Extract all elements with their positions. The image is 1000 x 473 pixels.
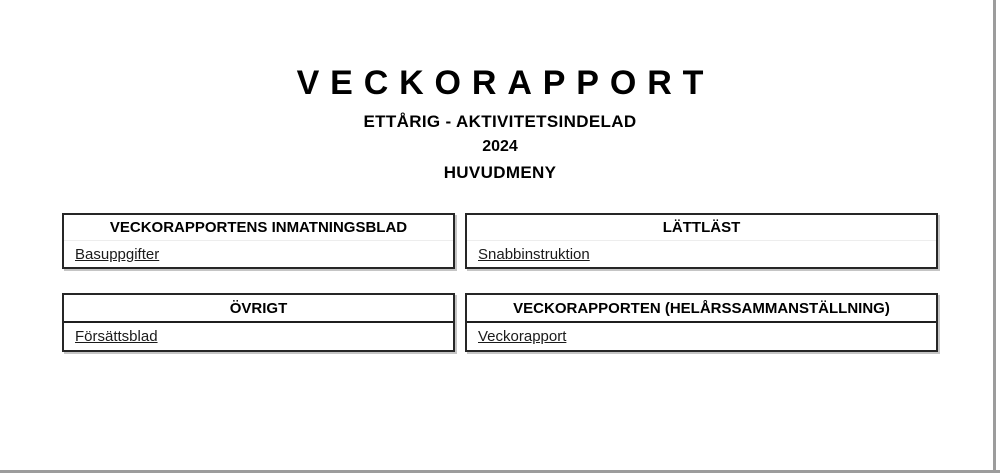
link-basuppgifter[interactable]: Basuppgifter bbox=[75, 245, 160, 263]
section-ovrigt bbox=[62, 293, 455, 352]
section-body bbox=[467, 323, 936, 350]
section-veckorapporten-helarssammanstallning bbox=[465, 293, 938, 352]
section-header: VECKORAPPORTEN (HELÅRSSAMMANSTÄLLNING) bbox=[513, 299, 890, 317]
section-header: VECKORAPPORTENS INMATNINGSBLAD bbox=[109, 219, 408, 236]
page-subtitle: ETTÅRIG - AKTIVITETSINDELAD bbox=[363, 112, 637, 131]
link-forsattsblad[interactable]: Försättsblad bbox=[75, 328, 158, 345]
section-body bbox=[467, 241, 936, 267]
page-title: VECKORAPPORT bbox=[296, 64, 715, 102]
section-body bbox=[64, 241, 453, 267]
link-snabbinstruktion[interactable]: Snabbinstruktion bbox=[478, 245, 590, 263]
section-veckorapportens-inmatningsblad bbox=[62, 213, 455, 269]
section-header: ÖVRIGT bbox=[229, 299, 288, 317]
page-menu-heading: HUVUDMENY bbox=[443, 163, 557, 182]
section-body bbox=[64, 323, 453, 350]
link-veckorapport[interactable]: Veckorapport bbox=[478, 328, 567, 345]
sheet-edge-right bbox=[993, 0, 996, 473]
page-year: 2024 bbox=[482, 138, 518, 155]
section-lattlast bbox=[465, 213, 938, 269]
section-header: LÄTTLÄST bbox=[662, 219, 741, 236]
